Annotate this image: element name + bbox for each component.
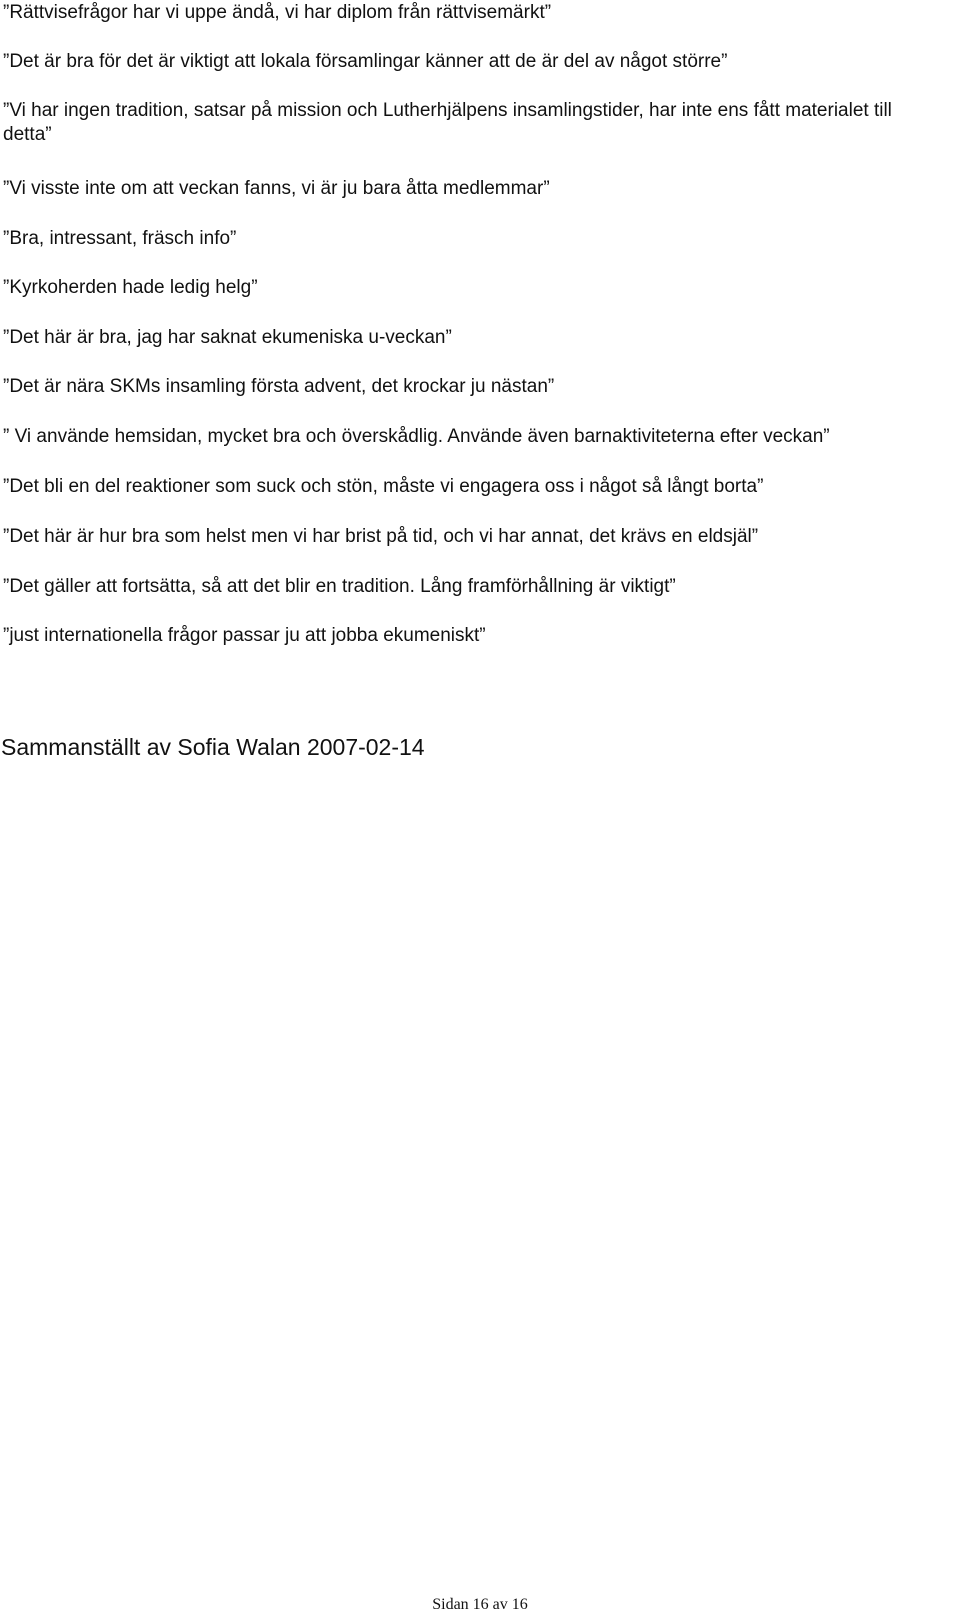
quote-item: ”Det är bra för det är viktigt att lokala församlingar känner att de är del av något större” <box>3 51 728 72</box>
quote-item: ”Rättvisefrågor har vi uppe ändå, vi har diplom från rättvisemärkt” <box>3 2 552 23</box>
quote-item: ” Vi använde hemsidan, mycket bra och överskådlig. Använde även barnaktiviteterna efter veckan” <box>3 426 830 447</box>
quote-item: ”Det här är bra, jag har saknat ekumeniska u-veckan” <box>3 327 452 348</box>
quote-item: ”Det är nära SKMs insamling första advent, det krockar ju nästan” <box>3 376 555 397</box>
quote-item: ”Vi har ingen tradition, satsar på mission och Lutherhjälpens insamlingstider, har inte ens fått materialet till detta” <box>3 100 892 145</box>
quote-item: ”Vi visste inte om att veckan fanns, vi är ju bara åtta medlemmar” <box>3 178 550 199</box>
quote-item: ”Det bli en del reaktioner som suck och stön, måste vi engagera oss i något så långt borta” <box>3 476 764 497</box>
quote-item: ”Kyrkoherden hade ledig helg” <box>3 277 258 298</box>
compiled-by-signature: Sammanställt av Sofia Walan 2007-02-14 <box>1 734 425 760</box>
page-number-footer: Sidan 16 av 16 <box>432 1596 528 1613</box>
quote-item: ”Bra, intressant, fräsch info” <box>3 228 237 249</box>
quote-item: ”Det gäller att fortsätta, så att det blir en tradition. Lång framförhållning är viktigt” <box>3 576 676 597</box>
quote-item: ”just internationella frågor passar ju att jobba ekumeniskt” <box>3 625 486 646</box>
quote-item: ”Det här är hur bra som helst men vi har brist på tid, och vi har annat, det krävs en eldsjäl” <box>3 526 759 547</box>
